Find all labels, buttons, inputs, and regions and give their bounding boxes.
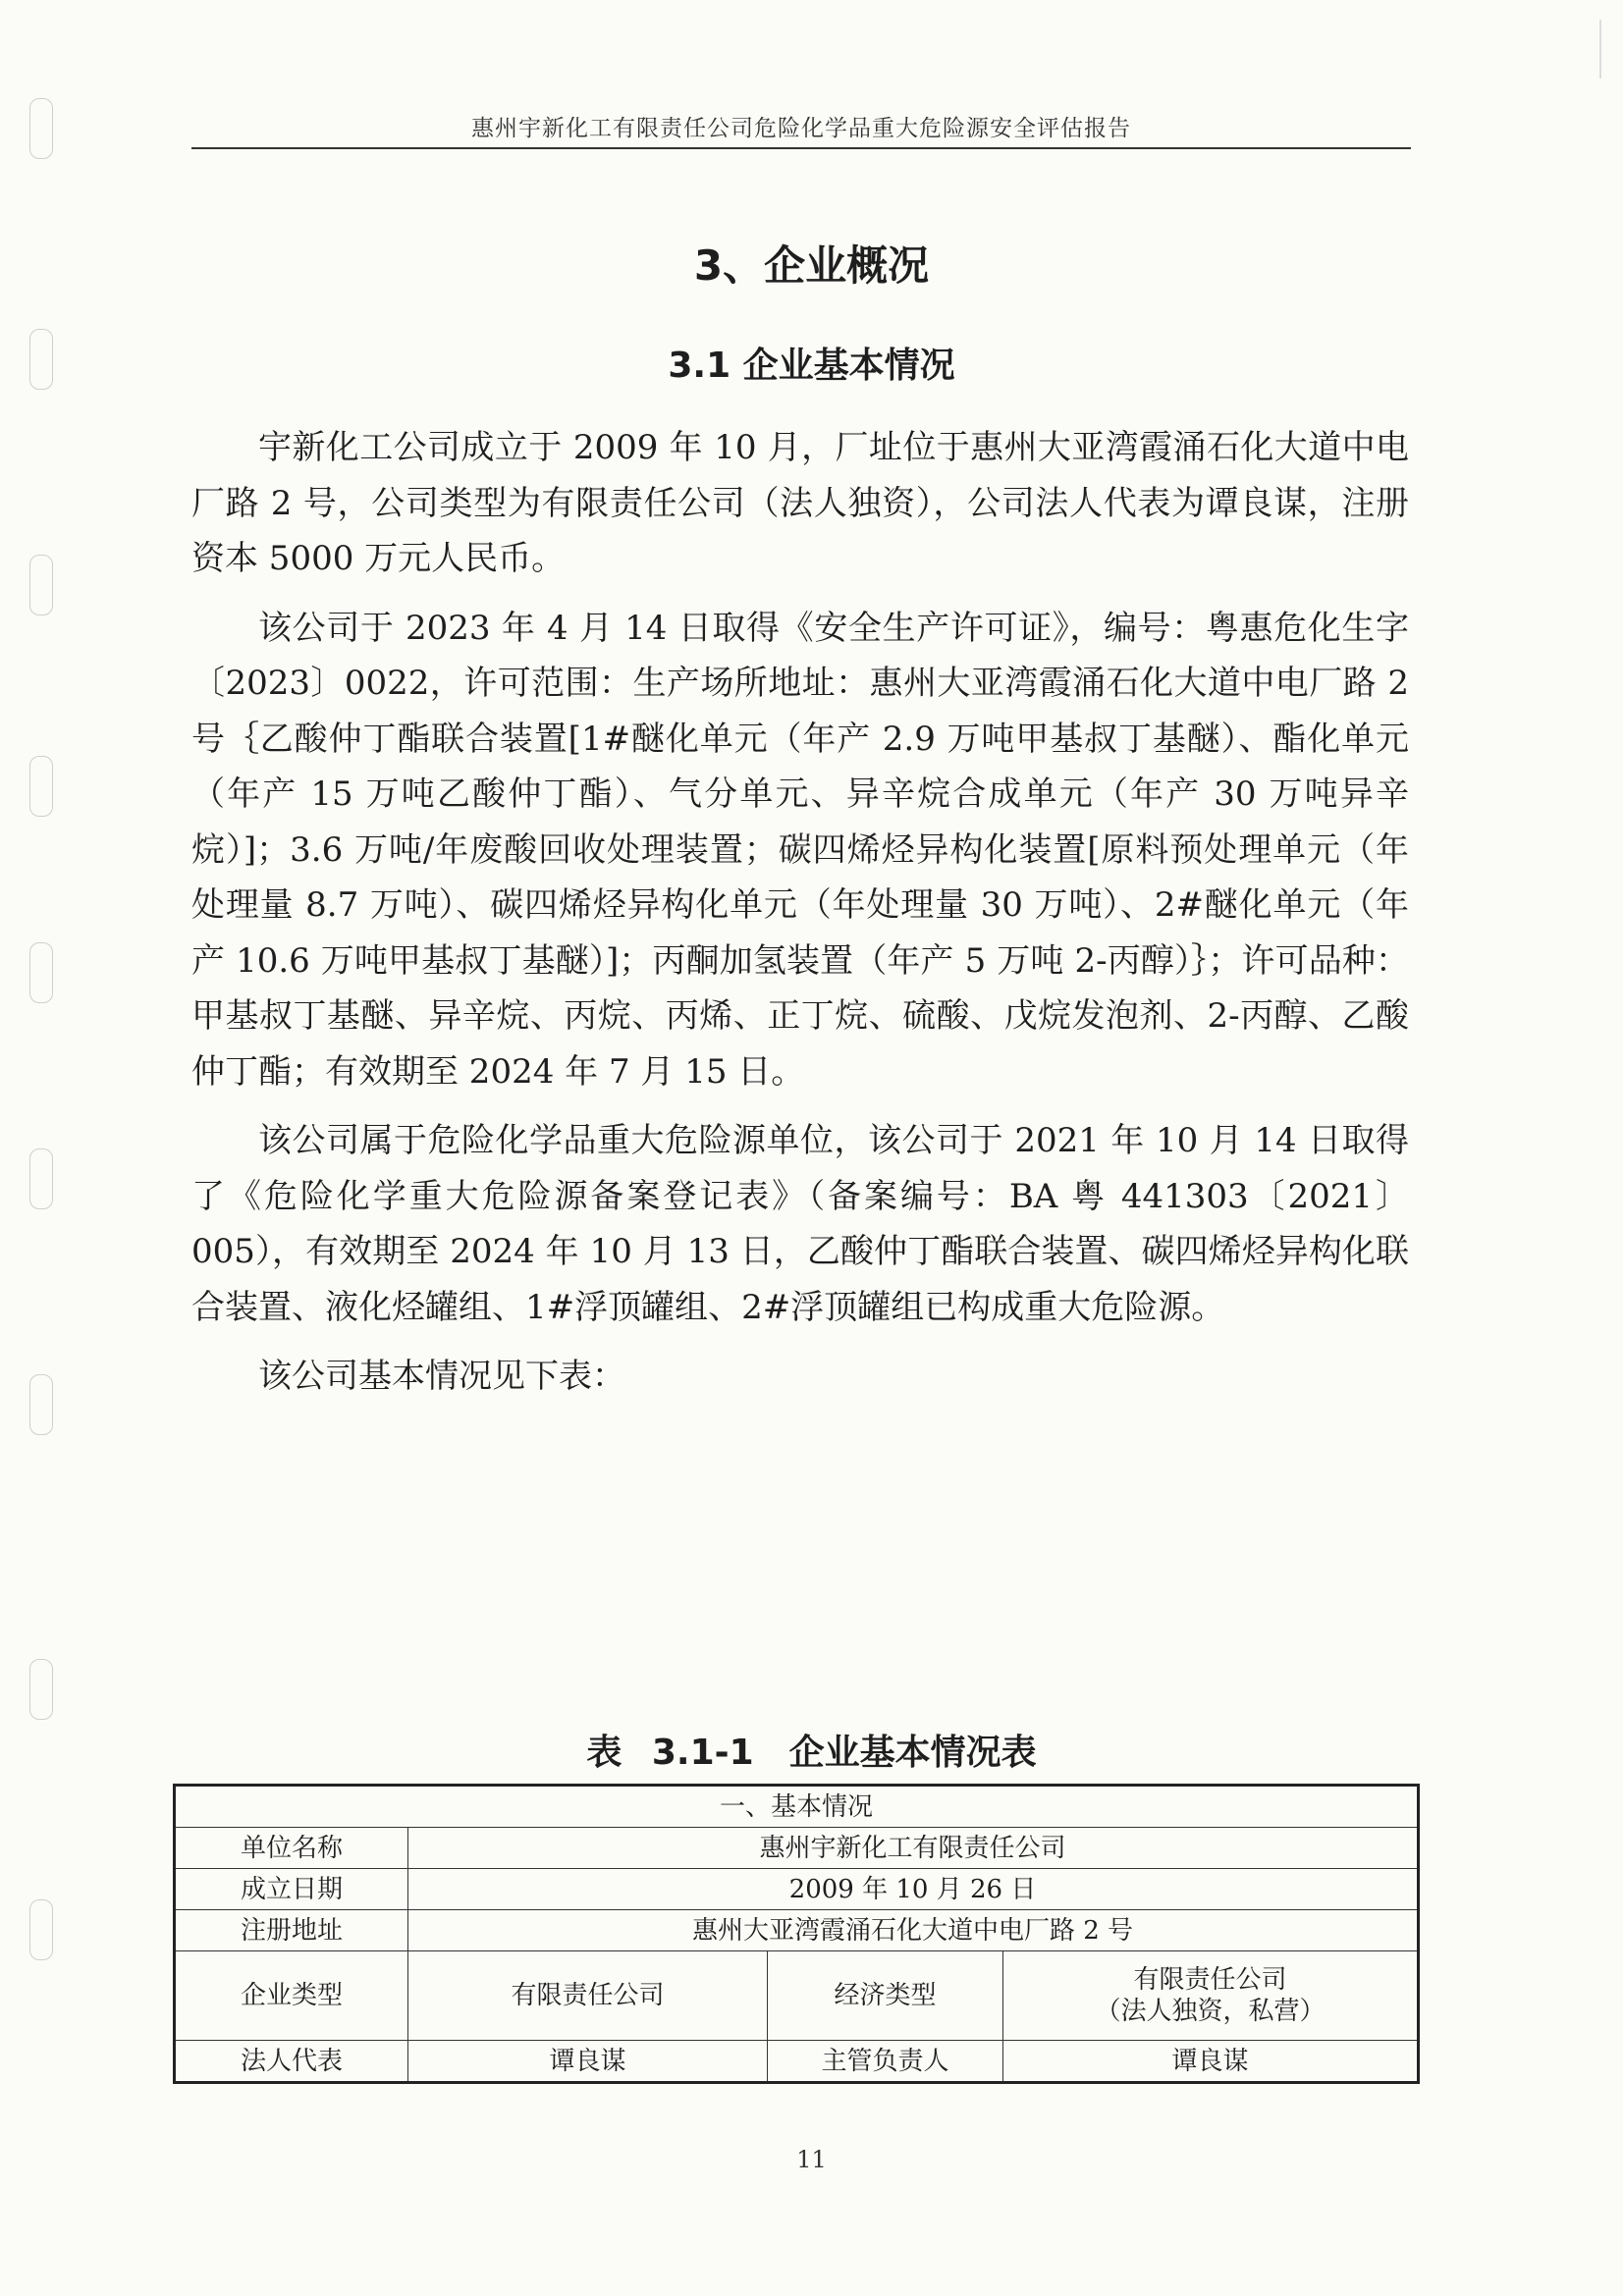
row-value: 谭良谋 <box>1003 2041 1419 2083</box>
row-label: 企业类型 <box>175 1951 408 2041</box>
binder-hole <box>29 1374 53 1435</box>
scan-edge-mark <box>1599 20 1601 79</box>
value-line: 有限责任公司 <box>1133 1965 1287 1995</box>
binder-hole <box>29 756 53 817</box>
table-row <box>175 2041 1419 2083</box>
paragraph: 该公司基本情况见下表： <box>258 1357 625 1396</box>
row-value <box>1003 1951 1419 2041</box>
binder-hole <box>29 1899 53 1960</box>
binder-hole <box>29 98 53 159</box>
row-label: 经济类型 <box>768 1951 1003 2041</box>
page-number: 11 <box>796 2146 827 2173</box>
paragraph: 该公司属于危险化学品重大危险源单位，该公司于 2021 年 10 月 14 日取得了《危险化学重大危险源备案登记表》（备案编号：BA 粤 441303〔2021〕005），有效期至 2024 年 10 月 13 日，乙酸仲丁酯联合装置、碳四烯烃异构化联合装置、液化烃罐组、1#浮顶罐组、2#浮顶罐组已构成重大危险源。 <box>191 1121 1409 1327</box>
row-value: 有限责任公司 <box>408 1951 768 2041</box>
value-line: （法人独资，私营） <box>1095 1997 1325 2026</box>
table-row <box>175 1869 1419 1910</box>
row-label: 主管负责人 <box>768 2041 1003 2083</box>
section-title: 3.1 企业基本情况 <box>668 346 955 386</box>
binder-hole <box>29 942 53 1003</box>
table-row <box>175 1951 1419 2041</box>
company-info-table <box>173 1784 1420 2084</box>
table-row <box>175 1910 1419 1951</box>
table-section-header: 一、基本情况 <box>175 1786 1419 1828</box>
chapter-title: 3、企业概况 <box>693 241 930 290</box>
row-label: 法人代表 <box>175 2041 408 2083</box>
row-label: 成立日期 <box>175 1869 408 1910</box>
page-header: 惠州宇新化工有限责任公司危险化学品重大危险源安全评估报告 <box>471 116 1131 141</box>
table-row <box>175 1786 1419 1828</box>
table-caption: 表 3.1-1 企业基本情况表 <box>586 1733 1037 1773</box>
paragraph: 宇新化工公司成立于 2009 年 10 月，厂址位于惠州大亚湾霞涌石化大道中电厂路 2 号，公司类型为有限责任公司（法人独资），公司法人代表为谭良谋，注册资本 5000 万元人民币。 <box>191 428 1409 578</box>
binder-hole <box>29 1148 53 1209</box>
table-row <box>175 1828 1419 1869</box>
row-value: 谭良谋 <box>408 2041 768 2083</box>
header-rule <box>191 147 1411 149</box>
body-text <box>191 420 1409 1418</box>
binder-hole <box>29 555 53 615</box>
row-label: 单位名称 <box>175 1828 408 1869</box>
row-value: 惠州宇新化工有限责任公司 <box>408 1828 1419 1869</box>
binder-hole <box>29 1659 53 1720</box>
row-value: 惠州大亚湾霞涌石化大道中电厂路 2 号 <box>408 1910 1419 1951</box>
paragraph: 该公司于 2023 年 4 月 14 日取得《安全生产许可证》，编号：粤惠危化生字〔2023〕0022，许可范围：生产场所地址：惠州大亚湾霞涌石化大道中电厂路 2 号｛乙酸仲丁酯联合装置[1#醚化单元（年产 2.9 万吨甲基叔丁基醚）、酯化单元（年产 15 万吨乙酸仲丁酯）、气分单元、异辛烷合成单元（年产 30 万吨异辛烷）]；3.6 万吨/年废酸回收处理装置；碳四烯烃异构化装置[原料预处理单元（年处理量 8.7 万吨）、碳四烯烃异构化单元（年处理量 30 万吨）、2#醚化单元（年产 10.6 万吨甲基叔丁基醚）]；丙酮加氢装置（年产 5 万吨 2-丙醇）｝；许可品种：甲基叔丁基醚、异辛烷、丙烷、丙烯、正丁烷、硫酸、戊烷发泡剂、2-丙醇、乙酸仲丁酯；有效期至 2024 年 7 月 15 日。 <box>191 608 1409 1092</box>
row-label: 注册地址 <box>175 1910 408 1951</box>
row-value: 2009 年 10 月 26 日 <box>408 1869 1419 1910</box>
